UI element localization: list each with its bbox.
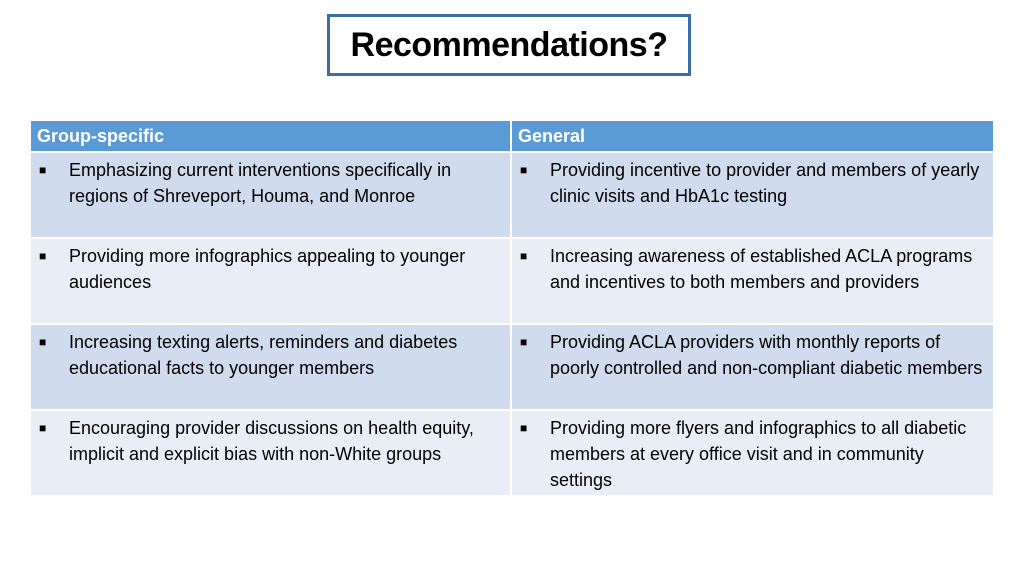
square-bullet-icon: ■ bbox=[520, 249, 528, 263]
square-bullet-icon: ■ bbox=[39, 249, 47, 263]
table-cell bbox=[31, 325, 512, 411]
cell-text: Increasing texting alerts, reminders and diabetes educational facts to younger members bbox=[69, 332, 458, 378]
table-row bbox=[31, 239, 993, 325]
recommendations-table bbox=[31, 121, 993, 497]
table-cell bbox=[512, 325, 993, 411]
header-general: General bbox=[512, 121, 993, 153]
cell-text: Providing more flyers and infographics to all diabetic members at every office visit and in community settings bbox=[550, 418, 967, 490]
cell-text: Providing ACLA providers with monthly reports of poorly controlled and non-compliant diabetic members bbox=[550, 332, 983, 378]
table-cell bbox=[31, 411, 512, 497]
table-cell bbox=[31, 153, 512, 239]
table-cell bbox=[512, 411, 993, 497]
title-box bbox=[327, 14, 691, 76]
table-row bbox=[31, 411, 993, 497]
table-row bbox=[31, 325, 993, 411]
square-bullet-icon: ■ bbox=[39, 421, 47, 435]
square-bullet-icon: ■ bbox=[39, 335, 47, 349]
square-bullet-icon: ■ bbox=[520, 421, 528, 435]
table-cell bbox=[512, 239, 993, 325]
square-bullet-icon: ■ bbox=[39, 163, 47, 177]
cell-text: Providing more infographics appealing to younger audiences bbox=[69, 246, 466, 292]
table-header-row bbox=[31, 121, 993, 153]
header-group-specific: Group-specific bbox=[31, 121, 512, 153]
square-bullet-icon: ■ bbox=[520, 335, 528, 349]
cell-text: Emphasizing current interventions specifically in regions of Shreveport, Houma, and Monroe bbox=[69, 160, 452, 206]
cell-text: Encouraging provider discussions on health equity, implicit and explicit bias with non-White groups bbox=[69, 418, 474, 464]
table-row bbox=[31, 153, 993, 239]
square-bullet-icon: ■ bbox=[520, 163, 528, 177]
cell-text: Providing incentive to provider and members of yearly clinic visits and HbA1c testing bbox=[550, 160, 980, 206]
slide-title: Recommendations? bbox=[350, 25, 668, 64]
table-cell bbox=[512, 153, 993, 239]
table-cell bbox=[31, 239, 512, 325]
cell-text: Increasing awareness of established ACLA programs and incentives to both members and providers bbox=[550, 246, 973, 292]
